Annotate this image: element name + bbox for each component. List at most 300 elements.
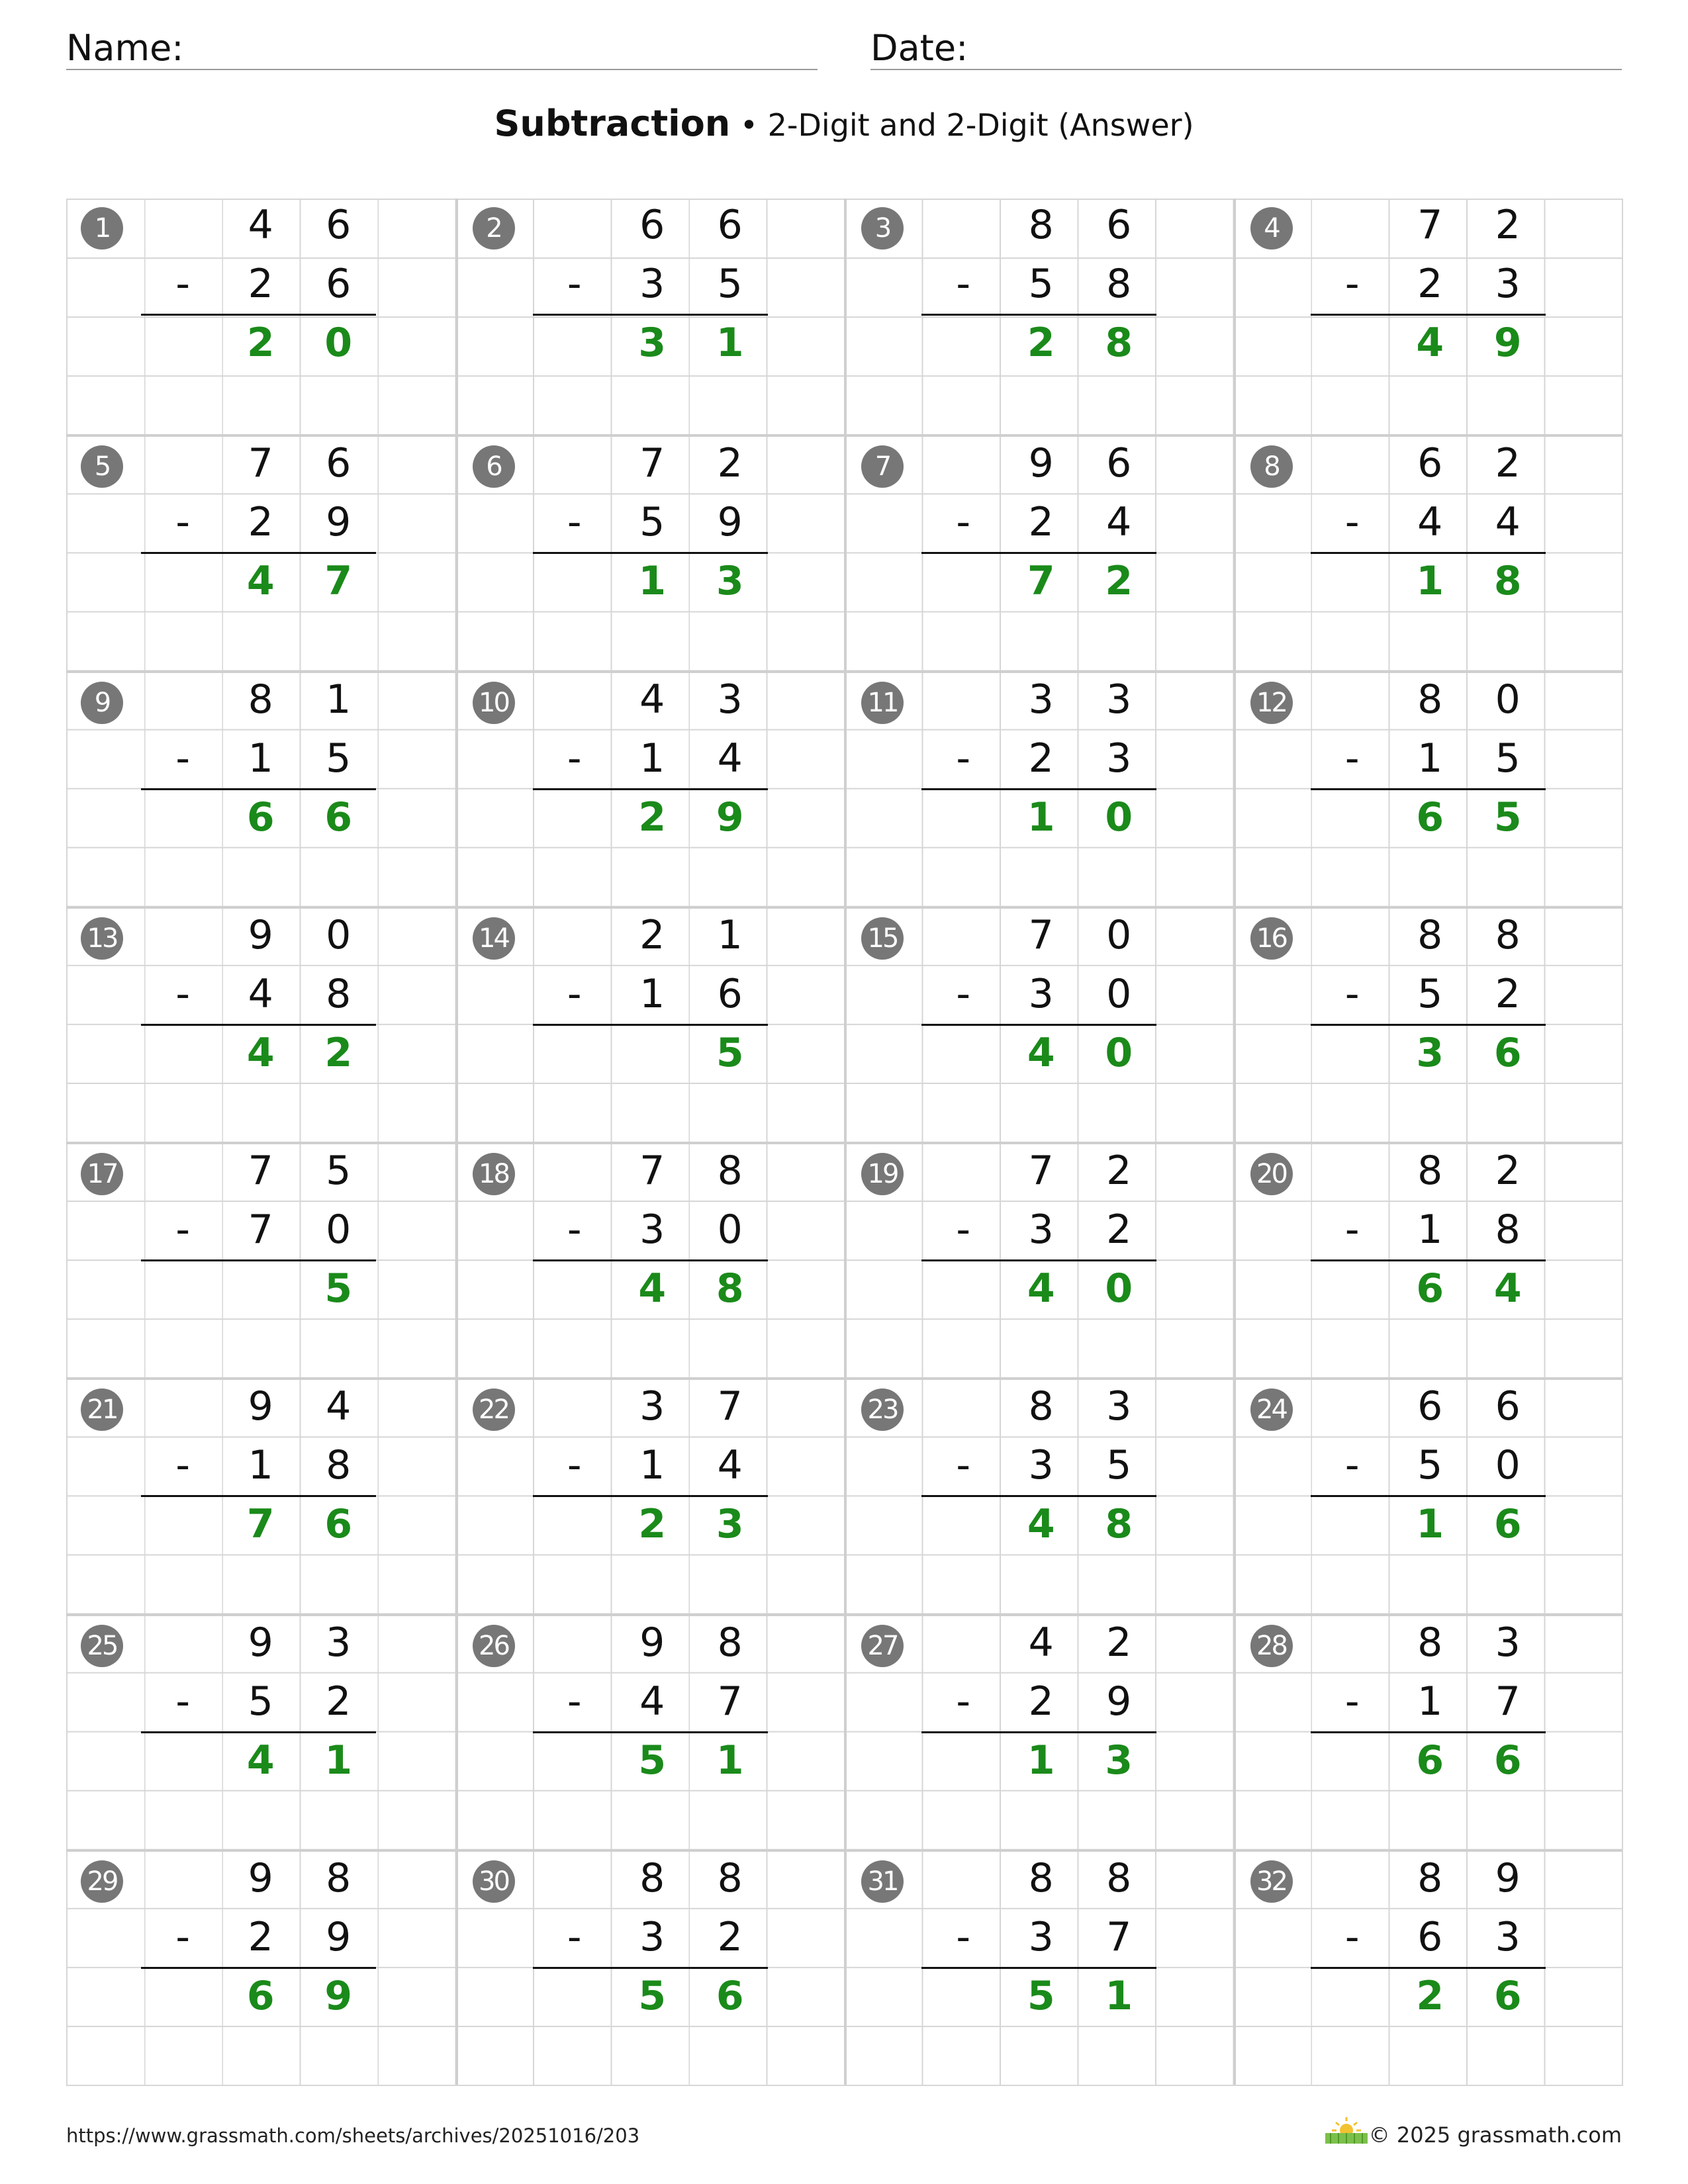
minuend-tens: 8 [1417, 676, 1443, 723]
answer-ones: 1 [1105, 1972, 1133, 2019]
minuend-ones: 3 [326, 1619, 352, 1666]
problem-number-badge: 20 [1250, 1153, 1293, 1195]
minuend-ones: 6 [1106, 440, 1132, 487]
problem-number-badge: 30 [473, 1860, 515, 1903]
answer-rule [141, 1495, 376, 1497]
subtrahend-ones: 9 [326, 1913, 352, 1960]
minus-sign: - [175, 1678, 191, 1725]
minuend-ones: 6 [326, 202, 352, 248]
minuend-ones: 7 [717, 1383, 743, 1430]
subtrahend-ones: 3 [1495, 261, 1521, 308]
title-main: Subtraction [494, 103, 731, 144]
answer-ones: 3 [716, 1501, 744, 1548]
problem-number-badge: 11 [861, 682, 904, 724]
sun-over-grass-logo-icon [1323, 2115, 1370, 2145]
minus-sign: - [1344, 1678, 1360, 1725]
title-subtitle: 2-Digit and 2-Digit (Answer) [767, 107, 1194, 143]
problem-19 [844, 1142, 1233, 1377]
subtrahend-ones: 8 [1106, 261, 1132, 308]
subtrahend-ones: 5 [717, 261, 743, 308]
minuend-tens: 3 [639, 1383, 665, 1430]
subtrahend-tens: 1 [248, 1442, 273, 1489]
subtrahend-ones: 2 [1495, 970, 1521, 1017]
problem-27 [844, 1614, 1233, 1849]
answer-rule [141, 1731, 376, 1733]
answer-rule [141, 552, 376, 554]
answer-ones: 6 [716, 1972, 744, 2019]
minus-sign: - [567, 970, 582, 1017]
subtrahend-tens: 3 [639, 1913, 665, 1960]
problem-number-badge: 26 [473, 1625, 515, 1667]
minuend-tens: 8 [1028, 202, 1054, 248]
answer-ones: 2 [1105, 558, 1133, 605]
name-field[interactable] [66, 25, 818, 70]
subtrahend-tens: 5 [639, 499, 665, 546]
minuend-ones: 8 [1106, 1854, 1132, 1901]
answer-ones: 9 [716, 794, 744, 841]
problem-22 [455, 1377, 845, 1613]
answer-ones: 3 [716, 558, 744, 605]
problem-5 [66, 434, 455, 670]
problem-number-badge: 7 [861, 445, 904, 488]
problem-number-badge: 15 [861, 917, 904, 960]
minuend-tens: 7 [248, 440, 273, 487]
answer-tens: 4 [1416, 320, 1444, 367]
answer-tens: 4 [1027, 1265, 1055, 1312]
subtrahend-tens: 3 [1028, 1442, 1054, 1489]
problem-8 [1233, 434, 1622, 670]
answer-ones: 7 [324, 558, 353, 605]
subtrahend-tens: 2 [248, 261, 273, 308]
minuend-ones: 3 [717, 676, 743, 723]
answer-ones: 4 [1493, 1265, 1522, 1312]
problem-number-badge: 23 [861, 1388, 904, 1431]
title-separator: • [730, 107, 768, 143]
minuend-ones: 3 [1106, 676, 1132, 723]
answer-tens: 6 [246, 1972, 275, 2019]
answer-ones: 8 [716, 1265, 744, 1312]
minuend-tens: 9 [248, 1383, 273, 1430]
minuend-ones: 3 [1106, 1383, 1132, 1430]
answer-tens: 2 [246, 320, 275, 367]
answer-tens: 1 [1027, 1737, 1055, 1784]
subtrahend-tens: 4 [639, 1678, 665, 1725]
answer-tens: 4 [638, 1265, 667, 1312]
subtrahend-ones: 2 [1106, 1206, 1132, 1253]
problem-18 [455, 1142, 845, 1377]
answer-ones: 5 [1493, 794, 1522, 841]
subtrahend-tens: 5 [1028, 261, 1054, 308]
subtrahend-tens: 3 [639, 261, 665, 308]
problem-number-badge: 12 [1250, 682, 1293, 724]
answer-rule [921, 1731, 1156, 1733]
minuend-tens: 8 [1417, 1148, 1443, 1194]
minuend-ones: 6 [1495, 1383, 1521, 1430]
worksheet-title [0, 103, 1688, 144]
minuend-tens: 2 [639, 911, 665, 958]
problem-number-badge: 21 [81, 1388, 123, 1431]
subtrahend-ones: 3 [1495, 1913, 1521, 1960]
minuend-tens: 9 [248, 1854, 273, 1901]
answer-rule [1311, 788, 1546, 790]
minuend-ones: 8 [717, 1619, 743, 1666]
problem-32 [1233, 1849, 1622, 2085]
subtrahend-tens: 2 [1028, 1678, 1054, 1725]
minuend-tens: 7 [1417, 202, 1443, 248]
answer-ones: 0 [1105, 1029, 1133, 1076]
minus-sign: - [175, 1913, 191, 1960]
answer-tens: 2 [1027, 320, 1055, 367]
subtrahend-tens: 4 [248, 970, 273, 1017]
answer-tens: 4 [246, 1737, 275, 1784]
answer-ones: 1 [716, 1737, 744, 1784]
subtrahend-tens: 1 [639, 1442, 665, 1489]
subtrahend-tens: 1 [639, 970, 665, 1017]
answer-tens: 2 [1416, 1972, 1444, 2019]
minuend-tens: 4 [1028, 1619, 1054, 1666]
problem-number-badge: 19 [861, 1153, 904, 1195]
answer-ones: 1 [716, 320, 744, 367]
subtrahend-tens: 3 [639, 1206, 665, 1253]
problem-29 [66, 1849, 455, 2085]
subtrahend-ones: 0 [1495, 1442, 1521, 1489]
answer-rule [533, 1731, 768, 1733]
answer-rule [1311, 314, 1546, 316]
minuend-tens: 8 [1417, 1854, 1443, 1901]
subtrahend-tens: 1 [639, 735, 665, 782]
subtrahend-tens: 2 [248, 499, 273, 546]
answer-ones: 8 [1105, 320, 1133, 367]
problem-28 [1233, 1614, 1622, 1849]
problem-number-badge: 16 [1250, 917, 1293, 960]
minus-sign: - [567, 261, 582, 308]
problem-number-badge: 24 [1250, 1388, 1293, 1431]
minus-sign: - [175, 1442, 191, 1489]
problem-13 [66, 906, 455, 1142]
footer-copyright: © 2025 grassmath.com [1368, 2122, 1622, 2148]
minuend-ones: 2 [1106, 1619, 1132, 1666]
minuend-ones: 1 [717, 911, 743, 958]
problem-12 [1233, 670, 1622, 906]
subtrahend-tens: 5 [1417, 970, 1443, 1017]
minus-sign: - [567, 1913, 582, 1960]
problem-9 [66, 670, 455, 906]
problem-number-badge: 10 [473, 682, 515, 724]
subtrahend-ones: 4 [717, 1442, 743, 1489]
subtrahend-tens: 6 [1417, 1913, 1443, 1960]
problem-15 [844, 906, 1233, 1142]
minus-sign: - [175, 261, 191, 308]
date-field[interactable] [870, 25, 1622, 70]
minuend-tens: 8 [1028, 1854, 1054, 1901]
problem-24 [1233, 1377, 1622, 1613]
problem-number-badge: 22 [473, 1388, 515, 1431]
problem-4 [1233, 199, 1622, 434]
minus-sign: - [1344, 735, 1360, 782]
minuend-ones: 2 [717, 440, 743, 487]
minuend-ones: 6 [717, 202, 743, 248]
answer-rule [1311, 1731, 1546, 1733]
subtrahend-ones: 4 [717, 735, 743, 782]
problem-21 [66, 1377, 455, 1613]
answer-rule [533, 552, 768, 554]
minuend-tens: 8 [1028, 1383, 1054, 1430]
minuend-ones: 9 [1495, 1854, 1521, 1901]
answer-tens: 1 [638, 558, 667, 605]
answer-rule [141, 314, 376, 316]
answer-rule [141, 1967, 376, 1969]
answer-ones: 3 [1105, 1737, 1133, 1784]
subtrahend-ones: 0 [1106, 970, 1132, 1017]
answer-ones: 0 [1105, 1265, 1133, 1312]
problem-2 [455, 199, 845, 434]
problem-25 [66, 1614, 455, 1849]
subtrahend-tens: 1 [248, 735, 273, 782]
minuend-ones: 0 [1106, 911, 1132, 958]
answer-ones: 0 [324, 320, 353, 367]
problem-number-badge: 27 [861, 1625, 904, 1667]
minus-sign: - [956, 735, 971, 782]
subtrahend-ones: 4 [1106, 499, 1132, 546]
answer-tens: 4 [246, 1029, 275, 1076]
minus-sign: - [956, 261, 971, 308]
minuend-ones: 8 [717, 1148, 743, 1194]
minus-sign: - [567, 499, 582, 546]
problem-16 [1233, 906, 1622, 1142]
answer-tens [614, 1024, 692, 1083]
subtrahend-ones: 8 [326, 970, 352, 1017]
answer-rule [921, 1967, 1156, 1969]
answer-tens: 2 [638, 1501, 667, 1548]
answer-tens: 3 [1416, 1029, 1444, 1076]
minuend-tens: 6 [639, 202, 665, 248]
answer-tens: 5 [1027, 1972, 1055, 2019]
minuend-ones: 6 [326, 440, 352, 487]
minuend-ones: 2 [1495, 202, 1521, 248]
answer-ones: 6 [324, 794, 353, 841]
subtrahend-ones: 9 [717, 499, 743, 546]
answer-rule [533, 314, 768, 316]
subtrahend-ones: 9 [1106, 1678, 1132, 1725]
answer-rule [1311, 1967, 1546, 1969]
answer-ones: 9 [324, 1972, 353, 2019]
minuend-tens: 9 [1028, 440, 1054, 487]
minus-sign: - [1344, 970, 1360, 1017]
answer-tens: 4 [1027, 1029, 1055, 1076]
subtrahend-tens: 2 [1417, 261, 1443, 308]
subtrahend-tens: 5 [248, 1678, 273, 1725]
answer-tens: 6 [1416, 794, 1444, 841]
problem-number-badge: 31 [861, 1860, 904, 1903]
answer-rule [533, 1967, 768, 1969]
minuend-tens: 8 [248, 676, 273, 723]
answer-rule [533, 1495, 768, 1497]
minuend-ones: 1 [326, 676, 352, 723]
answer-ones: 2 [324, 1029, 353, 1076]
minus-sign: - [175, 1206, 191, 1253]
answer-ones: 6 [1493, 1029, 1522, 1076]
answer-tens: 6 [1416, 1265, 1444, 1312]
minuend-ones: 8 [1495, 911, 1521, 958]
minus-sign: - [175, 499, 191, 546]
subtrahend-ones: 9 [326, 499, 352, 546]
subtrahend-ones: 2 [326, 1678, 352, 1725]
answer-ones: 5 [716, 1029, 744, 1076]
subtrahend-ones: 6 [717, 970, 743, 1017]
subtrahend-tens: 7 [248, 1206, 273, 1253]
answer-tens: 2 [638, 794, 667, 841]
minus-sign: - [567, 735, 582, 782]
problem-number-badge: 28 [1250, 1625, 1293, 1667]
answer-tens: 3 [638, 320, 667, 367]
subtrahend-ones: 0 [717, 1206, 743, 1253]
problem-number-badge: 13 [81, 917, 123, 960]
minuend-ones: 8 [326, 1854, 352, 1901]
answer-tens: 5 [638, 1972, 667, 2019]
subtrahend-tens: 1 [1417, 735, 1443, 782]
minuend-tens: 4 [639, 676, 665, 723]
answer-ones: 9 [1493, 320, 1522, 367]
answer-rule [1311, 1259, 1546, 1261]
minuend-ones: 0 [1495, 676, 1521, 723]
answer-tens: 4 [246, 558, 275, 605]
answer-tens: 1 [1416, 1501, 1444, 1548]
subtrahend-tens: 3 [1028, 1206, 1054, 1253]
answer-rule [921, 314, 1156, 316]
subtrahend-tens: 2 [1028, 735, 1054, 782]
answer-tens: 5 [638, 1737, 667, 1784]
minuend-ones: 2 [1106, 1148, 1132, 1194]
answer-rule [141, 1259, 376, 1261]
minuend-ones: 2 [1495, 1148, 1521, 1194]
minuend-tens: 8 [1417, 911, 1443, 958]
problem-number-badge: 29 [81, 1860, 123, 1903]
minuend-ones: 3 [1495, 1619, 1521, 1666]
minuend-tens: 7 [1028, 911, 1054, 958]
subtrahend-ones: 5 [326, 735, 352, 782]
minuend-tens: 9 [639, 1619, 665, 1666]
problem-number-badge: 32 [1250, 1860, 1293, 1903]
answer-tens: 1 [1416, 558, 1444, 605]
answer-rule [1311, 1024, 1546, 1026]
answer-ones: 8 [1493, 558, 1522, 605]
subtrahend-ones: 0 [326, 1206, 352, 1253]
subtrahend-ones: 3 [1106, 735, 1132, 782]
minus-sign: - [567, 1206, 582, 1253]
subtrahend-ones: 2 [717, 1913, 743, 1960]
problem-26 [455, 1614, 845, 1849]
problem-number-badge: 4 [1250, 207, 1293, 250]
subtrahend-ones: 4 [1495, 499, 1521, 546]
subtrahend-tens: 2 [248, 1913, 273, 1960]
minuend-tens: 7 [639, 440, 665, 487]
subtrahend-ones: 7 [1495, 1678, 1521, 1725]
minuend-tens: 7 [1028, 1148, 1054, 1194]
minus-sign: - [956, 1206, 971, 1253]
answer-ones: 6 [324, 1501, 353, 1548]
minus-sign: - [956, 1678, 971, 1725]
subtrahend-tens: 4 [1417, 499, 1443, 546]
minuend-ones: 2 [1495, 440, 1521, 487]
minuend-ones: 4 [326, 1383, 352, 1430]
problem-number-badge: 3 [861, 207, 904, 250]
answer-rule [533, 788, 768, 790]
minus-sign: - [175, 735, 191, 782]
answer-rule [1311, 552, 1546, 554]
answer-rule [921, 1024, 1156, 1026]
minus-sign: - [956, 1913, 971, 1960]
minus-sign: - [956, 970, 971, 1017]
problem-number-badge: 6 [473, 445, 515, 488]
minus-sign: - [567, 1442, 582, 1489]
subtrahend-tens: 3 [1028, 970, 1054, 1017]
problem-11 [844, 670, 1233, 906]
minus-sign: - [956, 499, 971, 546]
problem-number-badge: 25 [81, 1625, 123, 1667]
answer-ones: 6 [1493, 1501, 1522, 1548]
problem-number-badge: 1 [81, 207, 123, 250]
problem-20 [1233, 1142, 1622, 1377]
minuend-tens: 7 [639, 1148, 665, 1194]
answer-ones: 1 [324, 1737, 353, 1784]
subtrahend-ones: 5 [1495, 735, 1521, 782]
minuend-ones: 0 [326, 911, 352, 958]
subtrahend-tens: 3 [1028, 1913, 1054, 1960]
problem-1 [66, 199, 455, 434]
subtrahend-tens: 1 [1417, 1678, 1443, 1725]
problem-number-badge: 5 [81, 445, 123, 488]
minus-sign: - [1344, 1206, 1360, 1253]
subtrahend-tens: 5 [1417, 1442, 1443, 1489]
minuend-tens: 9 [248, 1619, 273, 1666]
minuend-tens: 4 [248, 202, 273, 248]
answer-rule [533, 1024, 768, 1026]
minuend-tens: 3 [1028, 676, 1054, 723]
answer-rule [921, 1495, 1156, 1497]
subtrahend-ones: 8 [326, 1442, 352, 1489]
minuend-tens: 8 [1417, 1619, 1443, 1666]
minus-sign: - [1344, 1913, 1360, 1960]
minuend-tens: 9 [248, 911, 273, 958]
problem-30 [455, 1849, 845, 2085]
subtrahend-ones: 7 [717, 1678, 743, 1725]
problem-23 [844, 1377, 1233, 1613]
problem-17 [66, 1142, 455, 1377]
problem-number-badge: 8 [1250, 445, 1293, 488]
minuend-ones: 8 [717, 1854, 743, 1901]
name-label: Name: [66, 27, 184, 69]
problem-6 [455, 434, 845, 670]
date-label: Date: [870, 27, 968, 69]
subtrahend-ones: 8 [1495, 1206, 1521, 1253]
minuend-tens: 8 [639, 1854, 665, 1901]
problem-grid [66, 199, 1623, 2086]
answer-tens: 6 [1416, 1737, 1444, 1784]
problem-number-badge: 9 [81, 682, 123, 724]
footer-url: https://www.grassmath.com/sheets/archives/20251016/203 [66, 2124, 640, 2147]
subtrahend-ones: 7 [1106, 1913, 1132, 1960]
answer-rule [141, 788, 376, 790]
answer-ones: 0 [1105, 794, 1133, 841]
answer-rule [921, 552, 1156, 554]
answer-tens [222, 1259, 300, 1318]
subtrahend-tens: 1 [1417, 1206, 1443, 1253]
answer-rule [921, 1259, 1156, 1261]
problem-number-badge: 14 [473, 917, 515, 960]
subtrahend-ones: 6 [326, 261, 352, 308]
problem-number-badge: 17 [81, 1153, 123, 1195]
answer-tens: 7 [1027, 558, 1055, 605]
